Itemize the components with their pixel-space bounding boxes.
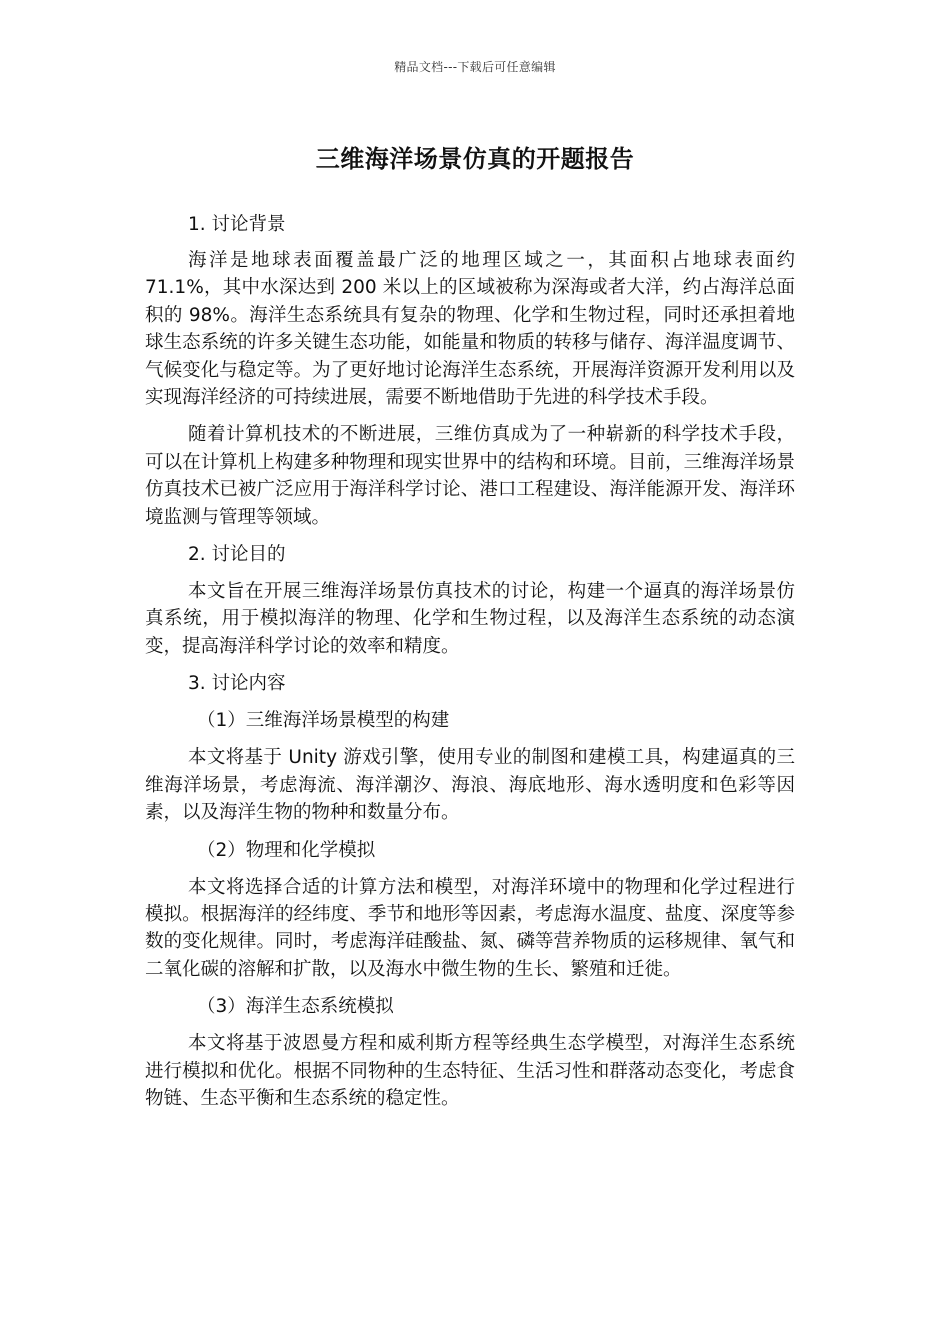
section-heading-content: 3. 讨论内容 xyxy=(188,673,286,695)
document-body xyxy=(145,211,795,1112)
paragraph-ecosystem: 本文将基于波恩曼方程和威利斯方程等经典生态学模型，对海洋生态系统进行模拟和优化。根据不同物种的生态特征、生活习性和群落动态变化，考虑食物链、生态平衡和生态系统的稳定性。 xyxy=(145,1033,795,1109)
paragraph-purpose: 本文旨在开展三维海洋场景仿真技术的讨论，构建一个逼真的海洋场景仿真系统，用于模拟海洋的物理、化学和生物过程，以及海洋生态系统的动态演变，提高海洋科学讨论的效率和精度。 xyxy=(145,581,795,657)
paragraph-background-1: 海洋是地球表面覆盖最广泛的地理区域之一，其面积占地球表面约 71.1%，其中水深达到 200 米以上的区域被称为深海或者大洋，约占海洋总面积的 98%。海洋生态系统具有复杂的物理、化学和生物过程，同时还承担着地球生态系统的许多关键生态功能，如能量和物质的转移与储存、海洋温度调节、气候变化与稳定等。为了更好地讨论海洋生态系统，开展海洋资源开发利用以及实现海洋经济的可持续进展，需要不断地借助于先进的科学技术手段。 xyxy=(145,250,795,409)
section-heading-purpose: 2. 讨论目的 xyxy=(188,544,286,566)
section-heading-background: 1. 讨论背景 xyxy=(188,214,286,235)
paragraph-physics: 本文将选择合适的计算方法和模型，对海洋环境中的物理和化学过程进行模拟。根据海洋的经纬度、季节和地形等因素，考虑海水温度、盐度、深度等参数的变化规律。同时，考虑海洋硅酸盐、氮、磷等营养物质的运移规律、氧气和二氧化碳的溶解和扩散，以及海水中微生物的生长、繁殖和迁徙。 xyxy=(145,876,795,980)
document-title: 三维海洋场景仿真的开题报告 xyxy=(315,145,635,173)
paragraph-model: 本文将基于 Unity 游戏引擎，使用专业的制图和建模工具，构建逼真的三维海洋场景，考虑海流、海洋潮汐、海浪、海底地形、海水透明度和色彩等因素，以及海洋生物的物种和数量分布。 xyxy=(145,747,795,824)
paragraph-background-2: 随着计算机技术的不断进展，三维仿真成为了一种崭新的科学技术手段，可以在计算机上构建多种物理和现实世界中的结构和环境。目前，三维海洋场景仿真技术已被广泛应用于海洋科学讨论、港口工程建设、海洋能源开发、海洋环境监测与管理等领域。 xyxy=(145,424,795,528)
subsection-heading-ecosystem: （3）海洋生态系统模拟 xyxy=(197,996,394,1018)
subsection-heading-physics: （2）物理和化学模拟 xyxy=(197,839,376,861)
page-header: 精品文档---下载后可任意编辑 xyxy=(394,60,556,74)
subsection-heading-model: （1）三维海洋场景模型的构建 xyxy=(197,710,450,732)
